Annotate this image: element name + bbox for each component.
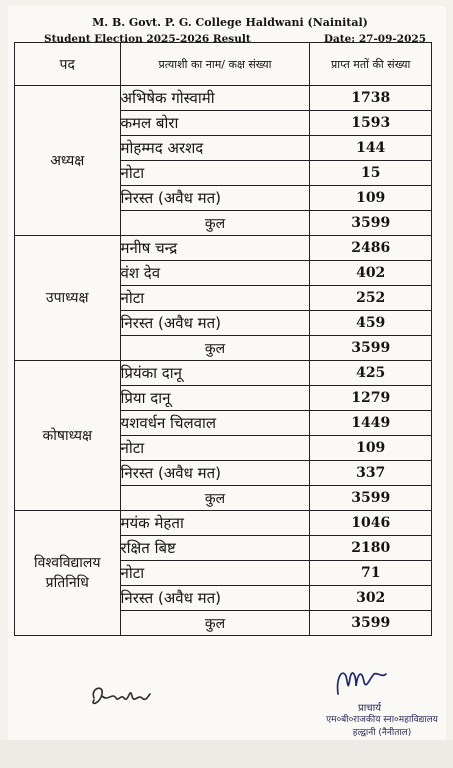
candidate-name: निरस्त (अवैध मत) [120, 311, 310, 336]
candidate-name: नोटा [120, 561, 310, 586]
principal-title: प्राचार्य [358, 703, 382, 714]
vote-count: 337 [310, 461, 432, 486]
vote-count: 252 [310, 286, 432, 311]
candidate-name: यशवर्धन चिलवाल [120, 411, 310, 436]
post-name: कोषाध्यक्ष [15, 361, 121, 511]
post-name: उपाध्यक्ष [15, 236, 121, 361]
candidate-name: प्रिया दानू [120, 386, 310, 411]
table-row [15, 236, 432, 261]
vote-count: 1593 [310, 111, 432, 136]
result-date: Date: 27-09-2025 [323, 33, 426, 45]
column-header-votes: प्राप्त मतों की संख्या [310, 43, 432, 86]
candidate-name: मनीष चन्द्र [120, 236, 310, 261]
bottom-margin [0, 740, 453, 768]
vote-count: 1449 [310, 411, 432, 436]
vote-count: 402 [310, 261, 432, 286]
total-votes: 3599 [310, 211, 432, 236]
vote-count: 459 [310, 311, 432, 336]
total-label: कुल [120, 486, 310, 511]
results-table [14, 42, 432, 636]
candidate-name: निरस्त (अवैध मत) [120, 461, 310, 486]
table-row [15, 511, 432, 536]
left-signature [88, 680, 154, 712]
vote-count: 1738 [310, 86, 432, 111]
total-votes: 3599 [310, 611, 432, 636]
election-title: Student Election 2025-2026 Result [44, 33, 251, 45]
candidate-name: वंश देव [120, 261, 310, 286]
total-label: कुल [120, 211, 310, 236]
column-header-candidate: प्रत्याशी का नाम/ कक्ष संख्या [120, 43, 310, 86]
candidate-name: नोटा [120, 161, 310, 186]
post-name: विश्वविद्यालय प्रतिनिधि [15, 511, 121, 636]
vote-count: 15 [310, 161, 432, 186]
vote-count: 1046 [310, 511, 432, 536]
vote-count: 109 [310, 436, 432, 461]
total-label: कुल [120, 611, 310, 636]
candidate-name: कमल बोरा [120, 111, 310, 136]
college-stamp [318, 714, 446, 740]
vote-count: 144 [310, 136, 432, 161]
candidate-name: निरस्त (अवैध मत) [120, 586, 310, 611]
table-row [15, 361, 432, 386]
college-title: M. B. Govt. P. G. College Haldwani (Nainital) [92, 16, 368, 29]
candidate-name: मयंक मेहता [120, 511, 310, 536]
post-name: अध्यक्ष [15, 86, 121, 236]
table-row [15, 86, 432, 111]
total-votes: 3599 [310, 336, 432, 361]
principal-signature [330, 664, 390, 700]
vote-count: 2486 [310, 236, 432, 261]
candidate-name: नोटा [120, 436, 310, 461]
vote-count: 71 [310, 561, 432, 586]
candidate-name: रक्षित बिष्ट [120, 536, 310, 561]
total-label: कुल [120, 336, 310, 361]
vote-count: 2180 [310, 536, 432, 561]
column-header-post: पद [15, 43, 121, 86]
candidate-name: निरस्त (अवैध मत) [120, 186, 310, 211]
table-header-row [15, 43, 432, 86]
vote-count: 302 [310, 586, 432, 611]
total-votes: 3599 [310, 486, 432, 511]
candidate-name: प्रियंका दानू [120, 361, 310, 386]
stamp-line-2: हल्द्वानी (नैनीताल) [352, 728, 412, 738]
vote-count: 109 [310, 186, 432, 211]
vote-count: 425 [310, 361, 432, 386]
stamp-line-1: एम०बी०राजकीय स्ना०महाविद्यालय [326, 715, 438, 725]
candidate-name: मोहम्मद अरशद [120, 136, 310, 161]
candidate-name: नोटा [120, 286, 310, 311]
candidate-name: अभिषेक गोस्वामी [120, 86, 310, 111]
vote-count: 1279 [310, 386, 432, 411]
